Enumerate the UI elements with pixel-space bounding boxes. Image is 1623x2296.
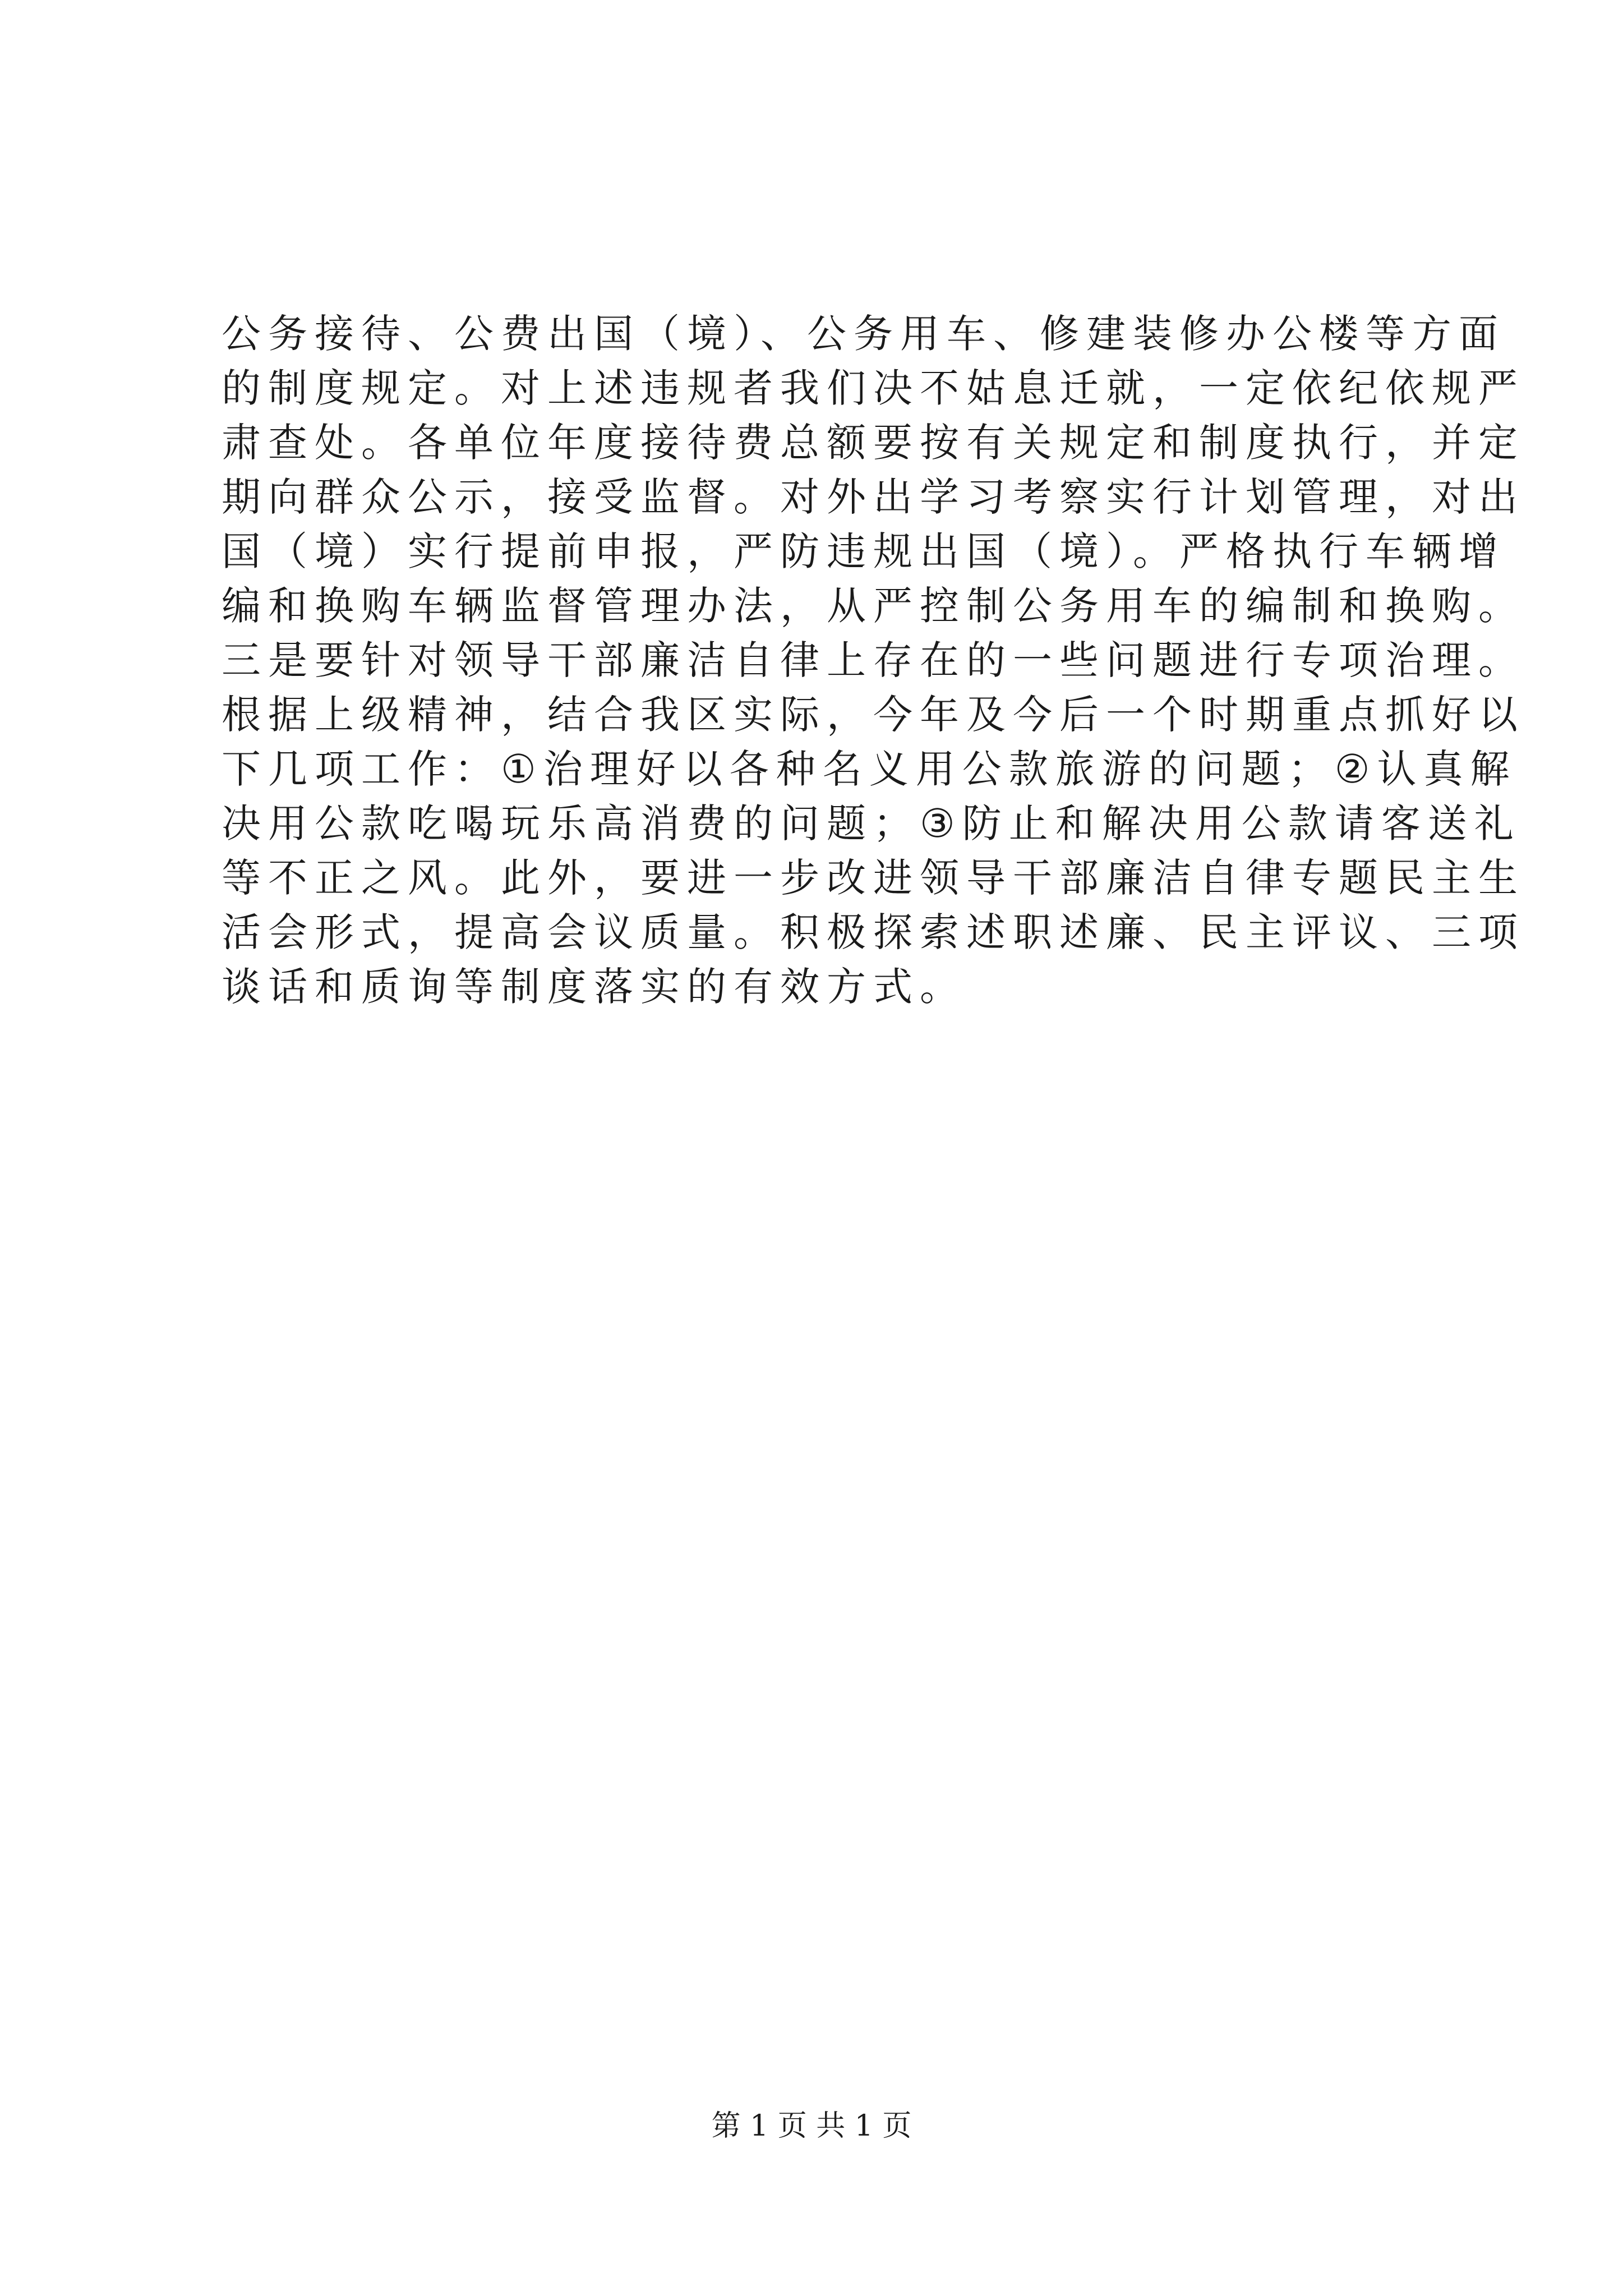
text-line-9: 下几项工作：①治理好以各种名义用公款旅游的问题；②认真解: [222, 746, 1517, 792]
text-line-6: 编和换购车辆监督管理办法，从严控制公务用车的编制和换购。: [222, 583, 1525, 629]
text-line-4: 期向群众公示，接受监督。对外出学习考察实行计划管理，对出: [222, 474, 1525, 520]
text-line-12: 活会形式，提高会议质量。积极探索述职述廉、民主评议、三项: [222, 909, 1525, 955]
text-line-8: 根据上级精神，结合我区实际，今年及今后一个时期重点抓好以: [222, 692, 1525, 738]
text-line-3: 肃查处。各单位年度接待费总额要按有关规定和制度执行，并定: [222, 420, 1525, 466]
text-line-13: 谈话和质询等制度落实的有效方式。: [222, 964, 966, 1010]
text-line-10: 决用公款吃喝玩乐高消费的问题；③防止和解决用公款请客送礼: [222, 800, 1521, 846]
text-line-11: 等不正之风。此外，要进一步改进领导干部廉洁自律专题民主生: [222, 855, 1525, 901]
text-line-1: 公务接待、公费出国（境）、公务用车、修建装修办公楼等方面: [222, 311, 1505, 357]
text-line-5: 国（境）实行提前申报，严防违规出国（境）。严格执行车辆增: [222, 528, 1505, 574]
text-line-7: 三是要针对领导干部廉洁自律上存在的一些问题进行专项治理。: [222, 637, 1525, 683]
body-paragraph: [222, 307, 1525, 1014]
page-footer: 第 1 页 共 1 页: [711, 2109, 912, 2143]
text-line-2: 的制度规定。对上述违规者我们决不姑息迁就，一定依纪依规严: [222, 365, 1525, 411]
